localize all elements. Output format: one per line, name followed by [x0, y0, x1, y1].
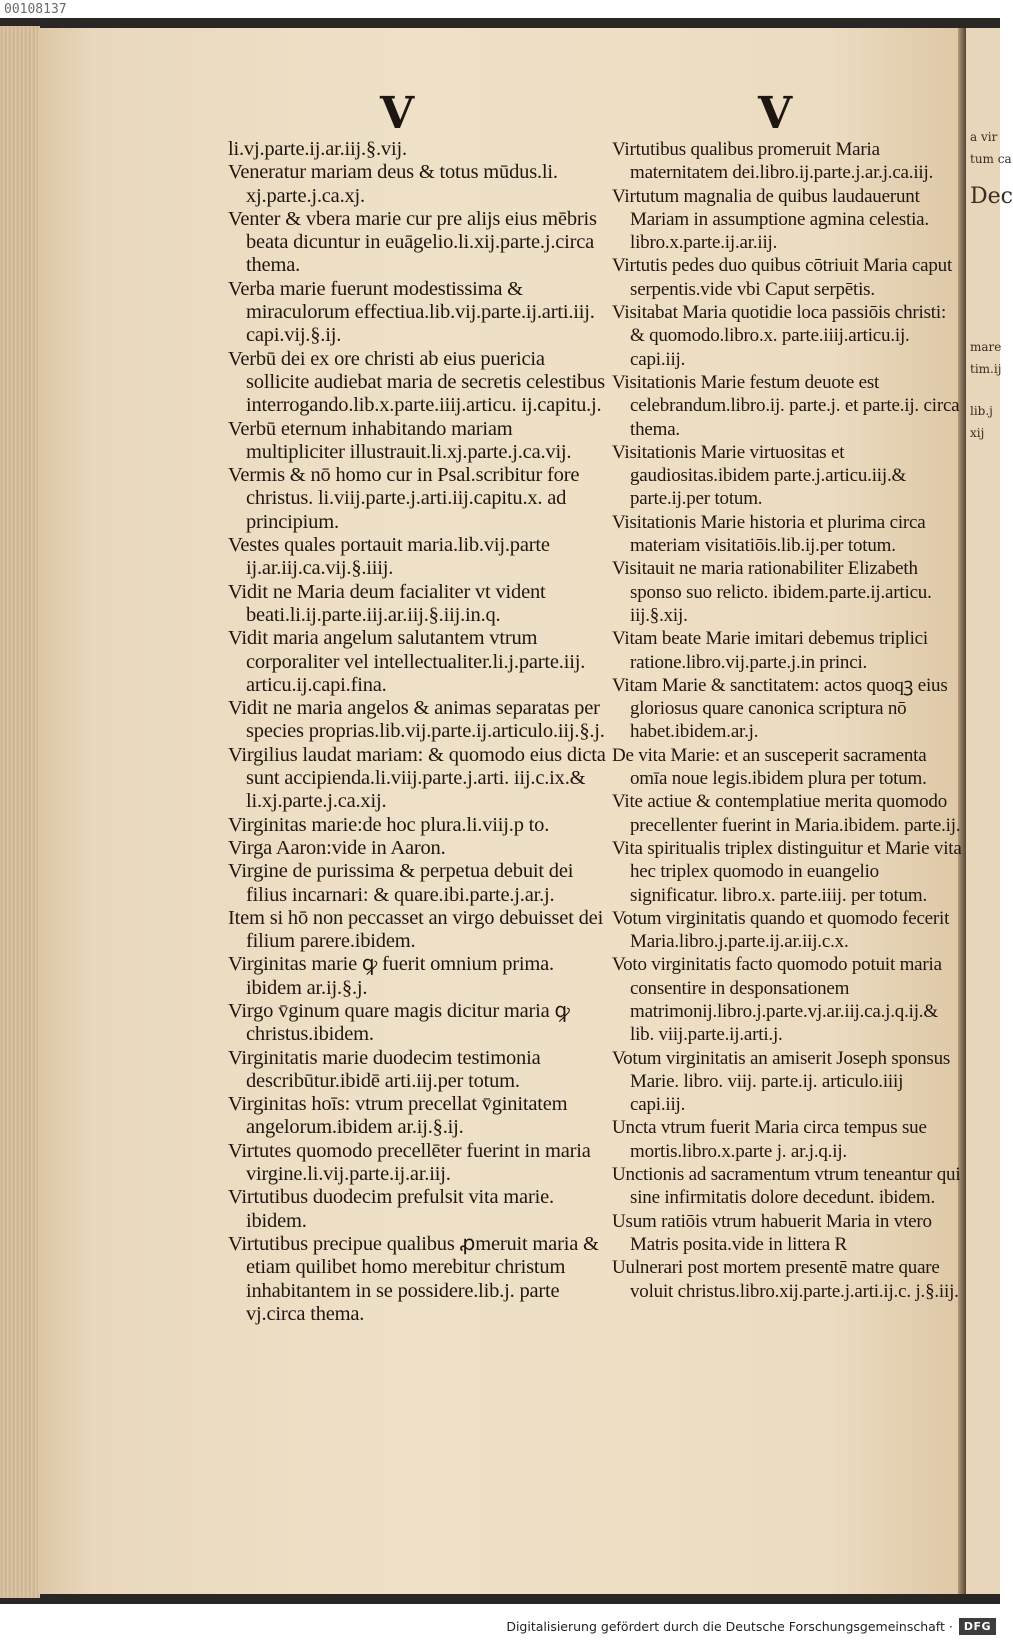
- index-entry: Virgilius laudat mariam: & quomodo eius dicta sunt accipienda.li.viij.parte.j.arti. iij.c.ix.& li.xj.parte.j.ca.xij.: [228, 743, 606, 813]
- adjacent-fragment: lib.j: [970, 404, 993, 418]
- index-entry: Vita spiritualis triplex distinguitur et Marie vita hec triplex quomodo in euangelio significatur. libro.x. parte.iiij. per totum.: [612, 837, 962, 906]
- funding-footer: [506, 1610, 1000, 1642]
- index-entry: Visitationis Marie historia et plurima circa materiam visitatiōis.lib.ij.per totum.: [612, 511, 926, 557]
- index-entry: Virginitas marie ꝙ fuerit omnium prima. ibidem ar.ij.§.j.: [228, 953, 554, 999]
- index-entry: Virtutibus precipue qualibus ꝓmeruit maria & etiam quilibet homo merebitur christum inhabitantem in se possidere.lib.j. parte vj.circa thema.: [228, 1232, 599, 1325]
- index-entry: De vita Marie: et an susceperit sacramenta omīa noue legis.ibidem plura per totum.: [612, 744, 927, 790]
- index-entry: Verbū dei ex ore christi ab eius puericia sollicite audiebat maria de secretis celestibus interrogando.lib.x.parte.iiij.articu. ij.capitu.j.: [228, 347, 605, 417]
- index-entry: Visitationis Marie festum deuote est celebrandum.libro.ij. parte.j. et parte.ij. circa thema.: [612, 371, 960, 440]
- scan-id: 00108137: [4, 2, 67, 17]
- adjacent-fragment: mare: [970, 340, 1002, 354]
- index-entry: Vite actiue & contemplatiue merita quomodo precellenter fuerint in Maria.ibidem. parte.ij.: [612, 791, 961, 836]
- adjacent-fragment: tum ca: [970, 152, 1012, 166]
- index-entry: Vestes quales portauit maria.lib.vij.parte ij.ar.iij.ca.vij.§.iiij.: [228, 534, 550, 580]
- index-column-right: [612, 138, 962, 1303]
- index-entry: Vitam Marie & sanctitatem: actos quoqꝫ eius gloriosus quare canonica scriptura nō habet.ibidem.ar.j.: [612, 674, 948, 743]
- adjacent-fragment: a vir: [970, 130, 998, 144]
- index-entry: Voto virginitatis facto quomodo potuit maria consentire in desponsationem matrimonij.libro.j.parte.vj.ar.iij.ca.j.q.ij.& lib. viij.parte.ij.arti.j.: [612, 954, 942, 1046]
- index-entry: Visitabat Maria quotidie loca passiōis christi: & quomodo.libro.x. parte.iiij.articu.ij. capi.iij.: [612, 302, 947, 370]
- index-entry: Uncta vtrum fuerit Maria circa tempus sue mortis.libro.x.parte j. ar.j.q.ij.: [612, 1117, 927, 1162]
- adjacent-fragment: Dec: [970, 184, 1013, 209]
- index-entry: Virtutibus qualibus promeruit Maria maternitatem dei.libro.ij.parte.j.ar.j.ca.iij.: [612, 139, 934, 184]
- index-entry: Virginitas hoīs: vtrum precellat v̄ginitatem angelorum.ibidem ar.ij.§.ij.: [228, 1093, 568, 1139]
- fore-edge: [0, 26, 40, 1598]
- index-entry: Verbū eternum inhabitando mariam multipliciter illustrauit.li.xj.parte.j.ca.vij.: [228, 417, 572, 463]
- book-scan: [0, 18, 1013, 1604]
- index-entry: Vidit ne maria angelos & animas separatas per species proprias.lib.vij.parte.ij.articulo.iij.§.j.: [228, 697, 605, 743]
- section-initial-left: V: [380, 88, 415, 139]
- index-entry: Vidit maria angelum salutantem vtrum corporaliter vel intellectualiter.li.j.parte.iij. articu.ij.capi.fina.: [228, 627, 586, 696]
- adjacent-fragment: xij: [970, 426, 985, 440]
- index-entry: Vermis & nō homo cur in Psal.scribitur fore christus. li.viij.parte.j.arti.iij.capitu.x. ad principium.: [228, 464, 580, 533]
- index-entry: Virginitatis marie duodecim testimonia describūtur.ibidē arti.iij.per totum.: [228, 1046, 541, 1092]
- index-column-left: [228, 138, 612, 1326]
- adjacent-fragment: tim.ij: [970, 362, 1002, 376]
- index-entry: Virgo v̄ginum quare magis dicitur maria ꝙ christus.ibidem.: [228, 999, 570, 1046]
- index-entry: Votum virginitatis quando et quomodo fecerit Maria.libro.j.parte.ij.ar.iij.c.x.: [612, 907, 950, 953]
- index-entry: Venter & vbera marie cur pre alijs eius mēbris beata dicuntur in euāgelio.li.xij.parte.j.circa thema.: [228, 207, 597, 277]
- index-entry: Unctionis ad sacramentum vtrum teneantur qui sine infirmitatis dolore decedunt. ibidem.: [612, 1164, 961, 1209]
- index-entry: Virtutes quomodo precellēter fuerint in maria virgine.li.vij.parte.ij.ar.iij.: [228, 1139, 591, 1186]
- dfg-logo: DFG: [959, 1618, 996, 1635]
- index-entry: Virginitas marie:de hoc plura.li.viij.p to.: [228, 813, 550, 836]
- index-entry: Vidit ne Maria deum facialiter vt vident beati.li.ij.parte.iij.ar.iij.§.iij.in.q.: [228, 580, 546, 626]
- index-entry: Visitationis Marie virtuositas et gaudiositas.ibidem parte.j.articu.iij.& parte.ij.per totum.: [612, 441, 907, 510]
- index-entry: Virtutum magnalia de quibus laudauerunt Mariam in assumptione agmina celestia. libro.x.parte.ij.ar.iij.: [612, 185, 929, 254]
- index-entry: Uulnerari post mortem presentē matre quare voluit christus.libro.xij.parte.j.arti.ij.c. j.§.iij.: [612, 1257, 959, 1302]
- index-entry: Visitauit ne maria rationabiliter Elizabeth sponso suo relicto. ibidem.parte.ij.articu. iij.§.xij.: [612, 558, 932, 626]
- index-entry: Virgine de purissima & perpetua debuit dei filius incarnari: & quare.ibi.parte.j.ar.j.: [228, 860, 574, 906]
- funding-notice: Digitalisierung gefördert durch die Deutsche Forschungsgemeinschaft ·: [506, 1618, 953, 1634]
- adjacent-page: [966, 28, 1013, 1594]
- index-entry: Votum virginitatis an amiserit Joseph sponsus Marie. libro. viij. parte.ij. articulo.iiij capi.iij.: [612, 1047, 951, 1116]
- index-entry: Veneratur mariam deus & totus mūdus.li. xj.parte.j.ca.xj.: [228, 161, 558, 207]
- index-entry: Virga Aaron:vide in Aaron.: [228, 836, 446, 859]
- index-entry: Vitam beate Marie imitari debemus triplici ratione.libro.vij.parte.j.in princi.: [612, 628, 928, 673]
- index-entry: Verba marie fuerunt modestissima & miraculorum effectiua.lib.vij.parte.ij.arti.iij. capi.vij.§.ij.: [228, 277, 595, 347]
- section-initial-right: V: [758, 88, 793, 139]
- index-entry: Usum ratiōis vtrum habuerit Maria in vtero Matris posita.vide in littera R: [612, 1210, 932, 1255]
- index-entry: li.vj.parte.ij.ar.iij.§.vij.: [228, 138, 407, 160]
- index-entry: Virtutibus duodecim prefulsit vita marie. ibidem.: [228, 1186, 554, 1232]
- index-entry: Virtutis pedes duo quibus cōtriuit Maria caput serpentis.vide vbi Caput serpētis.: [612, 255, 953, 300]
- index-entry: Item si hō non peccasset an virgo debuisset dei filium parere.ibidem.: [228, 906, 604, 953]
